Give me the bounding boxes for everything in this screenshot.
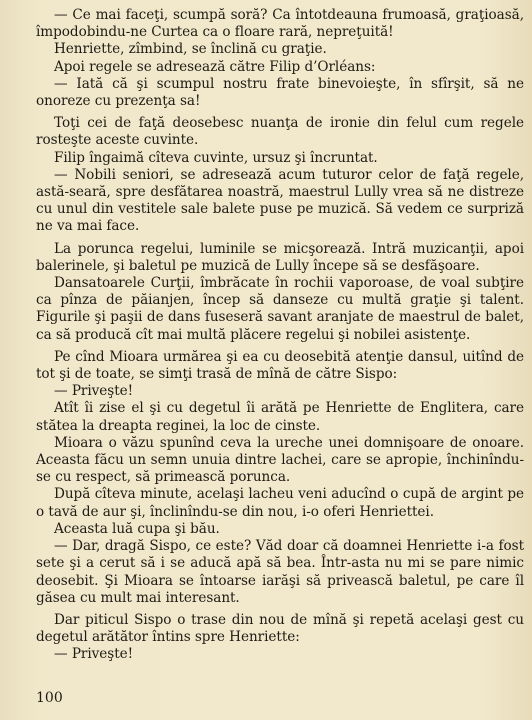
paragraph: Mioara o văzu spunînd ceva la ureche unei domnişoare de onoare. Aceasta făcu un semn unuia dintre lachei, care se apropie, închinîndu-se cu respect, să primească porunca. <box>36 434 524 486</box>
page-number: 100 <box>36 690 63 706</box>
paragraph: — Dar, dragă Sispo, ce este? Văd doar că doamnei Henriette i-a fost sete şi a cerut să i se aducă apă să bea. Într-asta nu mi se pare nimic deosebit. Şi Mioara se întoarse iarăşi să privească baletul, pe care îl găsea cu mult mai interesant. <box>36 538 524 606</box>
paragraph: Atît îi zise el şi cu degetul îi arătă pe Henriette de Englitera, care stătea la dreapta reginei, la loc de cinste. <box>36 400 524 434</box>
paragraph: — Priveşte! <box>54 383 134 400</box>
paragraph: Henriette, zîmbind, se înclină cu graţie. <box>54 41 327 58</box>
paragraph: Filip îngaimă cîteva cuvinte, ursuz şi încruntat. <box>54 149 378 166</box>
paragraph: — Iată că şi scumpul nostru frate binevoieşte, în sfîrşit, să ne onoreze cu prezenţa sa! <box>36 75 524 110</box>
paragraph: — Priveşte! <box>54 646 134 663</box>
paragraph: Apoi regele se adresează către Filip d’Orléans: <box>54 58 376 75</box>
paragraph: Dar piticul Sispo o trase din nou de mînă şi repetă acelaşi gest cu degetul arătător întins spre Henriette: <box>36 611 524 646</box>
paragraph: — Nobili seniori, se adresează acum tuturor celor de faţă regele, astă-seară, spre desfătarea noastră, maestrul Lully vrea să ne distreze cu unul din vestitele sale balete puse pe muzică. Să vedem ce surpriză ne va mai face. <box>36 166 524 235</box>
body-text <box>36 7 524 664</box>
paragraph: Dansatoarele Curţii, îmbrăcate în rochii vaporoase, de voal subţire ca pînza de păianjen, încep să danseze cu multă graţie şi talent. Figurile şi paşii de dans fuseseră savant aranjate de maestrul de balet, ca să producă cît mai multă plăcere regelui şi nobilei asistenţe. <box>36 275 524 343</box>
paragraph: La porunca regelui, luminile se micşorează. Intră muzicanţii, apoi balerinele, şi baletul pe muzică de Lully începe să se desfăşoare. <box>36 240 524 274</box>
paragraph: Aceasta luă cupa şi bău. <box>54 520 220 537</box>
paragraph: Toţi cei de faţă deosebesc nuanţa de ironie din felul cum regele rosteşte aceste cuvinte. <box>36 115 524 149</box>
paragraph: Pe cînd Mioara urmărea şi ea cu deosebită atenţie dansul, uitînd de tot şi de toate, se simţi trasă de mînă de către Sispo: <box>36 348 524 383</box>
paragraph: După cîteva minute, acelaşi lacheu veni aducînd o cupă de argint pe o tavă de aur şi, înclinîndu-se din nou, i-o oferi Henriettei. <box>36 486 524 520</box>
paragraph: — Ce mai faceţi, scumpă soră? Ca întotdeauna frumoasă, graţioasă, împodobindu-ne Curtea ca o floare rară, nepreţuită! <box>36 7 524 41</box>
